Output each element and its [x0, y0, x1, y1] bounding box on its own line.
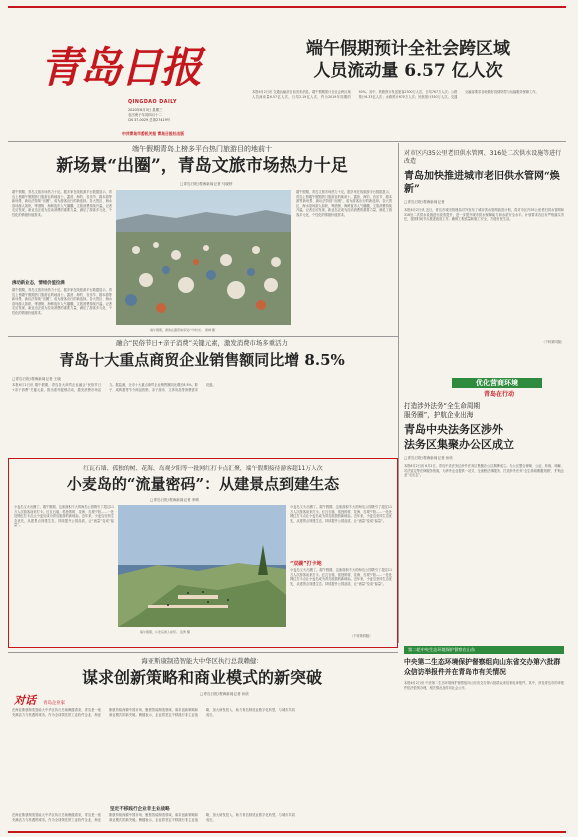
column-divider [398, 143, 399, 643]
meta-lunar: 农历庚子年闰四月十二 [128, 113, 162, 117]
right-item3-text: 本报6月2日讯 中央第二生态环境保护督察组向山东省交办第六批群众来信来电举报件。其中，涉及青岛市的举报件依法依规办理，相关情况及时向社会公开。 [404, 681, 564, 690]
feature1-body-right: 端午假期，青岛文旅市场热力十足。据多家在线旅游平台数据显示，青岛上榜端午假期热门旅游目的地前十。露营、海钓、音乐节、剧本游等新场景、新玩法持续“出圈”，成为游客出行的新选择。各大景区、海水浴场游人如织，啤酒街、海鲜夜市人气爆棚，文旅消费持续升温。记者走访发现，新业态正成为拉动消费的重要力量，满足了游客多元化、个性化的情绪价值需求。 [296, 190, 392, 217]
bottom-body-2: 在海亚斯康制造智能大中华区执行总裁赖健看来，青岛是一座充满活力与机遇的城市。作为全球领先的工业软件企业，海亚斯康持续深耕中国市场，聚焦智能制造领域，谋求创新策略和商业模式的新突破。赖健表示，企业将坚定不移践行非主业战略，加大研发投入，助力青岛制造业数字化转型，与城市共同成长。 [12, 813, 295, 822]
logo-roman: QINGDAO DAILY [128, 100, 178, 105]
feature3-body-right-2: 小麦岛又火出圈了。端午假期，这座面积不大的海岛公园吸引了超过11万人次游客前来打卡。红瓦石墙、孤独的树、花海、岛观夕阳……一处处网红打卡点让小麦岛成为青岛旅游的新地标。近年来，小麦岛坚持生态优先，从建景点到建生态，持续提升公园品质，让“流量”变成“留量”。 [290, 568, 392, 586]
column-logo-text: 对话 [14, 694, 36, 707]
right-item1 [404, 150, 564, 345]
feature2-title: 青岛十大重点商贸企业销售额同比增 8.5% [59, 351, 345, 369]
banner-sub: 青岛在行动 [483, 391, 514, 398]
bottom-rule [8, 831, 566, 833]
island-photo [118, 505, 286, 627]
column-logo [14, 689, 98, 705]
feature2-byline: □青岛日报/观海新闻记者 王晓 [12, 377, 61, 381]
right-item1-byline: □青岛日报/观海新闻记者 [404, 200, 445, 204]
masthead-divider [8, 141, 566, 142]
right-item2-line4: 法务区集聚办公区成立 [404, 438, 514, 451]
meta-weekday: 星期三 [152, 108, 163, 112]
feature2-body: 本报6月2日讯 端午假期，青岛各大商贸企业融合“民俗节日+亲子消费”关键元素，推出系列促销活动，激发消费市场活力。据监测，全市十大重点商贸企业销售额同比增长8.5%。粽子、咸鸭蛋等节令商品热销，亲子游乐、文体用品等消费需求旺盛。 [12, 383, 216, 392]
banner-main: 优化营商环境 [452, 378, 542, 388]
right-item2 [404, 402, 564, 614]
right-item2-byline: □青岛日报/观海新闻记者 孙欣 [404, 456, 453, 460]
feature1-subhead: 沸动新业态，情绪价值拉满 [12, 281, 65, 286]
feature3-footnote: （下转第四版） [350, 634, 373, 638]
feature2-kicker: 融合“民俗节日+亲子消费”关键元素，激发消费市场多重活力 [116, 339, 288, 347]
right-item2-text: 本报6月2日讯 6月2日，青岛中央法务区涉外法务区集聚办公区揭牌成立。办公区整合律师、公证、仲裁、调解、司法鉴定等法律服务资源，为涉外企业提供一站式、全流程法律服务，打造涉外法务“全生命周期服务圈”，护航企业“走出去”。 [404, 464, 564, 478]
logo [40, 38, 200, 98]
feature3-body-left: 小麦岛又火出圈了。端午假期，这座面积不大的海岛公园吸引了超过11万人次游客前来打卡。红瓦石墙、孤独的树、花海、岛观夕阳……一处处网红打卡点让小麦岛成为青岛旅游的新地标。近年来，小麦岛坚持生态优先，从建景点到建生态，持续提升公园品质，让“流量”变成“留量”。 [14, 505, 114, 528]
top-story [252, 10, 564, 140]
bottom-byline: □青岛日报/观海新闻记者 孙欣 [200, 692, 249, 696]
bottom-title: 谋求创新策略和商业模式的新突破 [81, 668, 322, 687]
meta-cn: CN 37-0029 [128, 118, 149, 122]
feature1-title: 新场景“出圈”，青岛文旅市场热力十足 [56, 156, 348, 176]
camping-photo [116, 190, 291, 325]
column-logo-sub: 青岛企业家 [43, 701, 66, 706]
feature3-photo [118, 505, 286, 627]
top-rule [8, 6, 566, 8]
bottom-body: 在海亚斯康制造智能大中华区执行总裁赖健看来，青岛是一座充满活力与机遇的城市。作为全球领先的工业软件企业，海亚斯康持续深耕中国市场，聚焦智能制造领域，谋求创新策略和商业模式的新突破。赖健表示，企业将坚定不移践行非主业战略，加大研发投入，助力青岛制造业数字化转型，与城市共同成长。 [12, 708, 295, 717]
meta-date: 2020年6月3日 [128, 108, 152, 112]
feature3-byline: □青岛日报/观海新闻记者 李晴 [150, 498, 199, 502]
right-item2-line1: 打造涉外法务“全生命周期 [404, 402, 480, 410]
business-banner [404, 378, 564, 398]
feature3-caption: 端午假期，小麦岛游人如织。 苗勇 摄 [140, 630, 190, 634]
right-item1-kicker: 对市区内35公里老旧供水管网、316处二次供水设施等进行改造 [404, 150, 562, 165]
right-item1-title: 青岛加快推进城市老旧供水管网“焕新” [404, 171, 560, 195]
feature3-body-right: 小麦岛又火出圈了。端午假期，这座面积不大的海岛公园吸引了超过11万人次游客前来打卡。红瓦石墙、孤独的树、花海、岛观夕阳……一处处网红打卡点让小麦岛成为青岛旅游的新地标。近年来，小麦岛坚持生态优先，从建景点到建生态，持续提升公园品质，让“流量”变成“留量”。 [290, 505, 392, 523]
top-story-title-1: 端午假期预计全社会跨区域 [306, 39, 510, 59]
right-item3-title: 中央第二生态环境保护督察组向山东省交办第六批群众信访举报件并在青岛市有关情况 [404, 658, 561, 676]
right-item3-sub: 第二轮中央生态环境保护督察在山东 [404, 646, 564, 654]
top-story-body: 本报6月2日讯 交通运输部日前发布消息，端午假期预计全社会跨区域人员流动量6.57亿人次，日均2.19亿人次，约为2019年同期的50%。其中，铁路预计发送旅客2300万人次，日均767万人次；公路预计6.33亿人次；水路预计670万人次；民航预计350万人次。交通运输部要求各地做好疫情防控与运输服务保障工作。 [252, 90, 539, 99]
right-item2-line2: 服务圈”，护航企业出海 [404, 411, 474, 419]
bottom-subhead: 坚定不移践行企业非主业战略 [110, 807, 170, 812]
masthead-host: 中共青岛市委机关报 青岛日报社出版 [121, 131, 185, 136]
right-item2-line3: 青岛中央法务区涉外 [404, 423, 503, 436]
feature1-body-left-2: 端午假期，青岛文旅市场热力十足。据多家在线旅游平台数据显示，青岛上榜端午假期热门旅游目的地前十。露营、海钓、音乐节、剧本游等新场景、新玩法持续“出圈”，成为游客出行的新选择。各大景区、海水浴场游人如织，啤酒街、海鲜夜市人气爆棚，文旅消费持续升温。记者走访发现，新业态正成为拉动消费的重要力量，满足了游客多元化、个性化的情绪价值需求。 [12, 288, 112, 315]
feature3-subhead: “双碳”打卡地 [290, 561, 322, 567]
feature3-kicker: 红瓦石墙、孤独的树、花海、岛观夕阳等一批网红打卡点汇聚，端午假期接待游客超11万人次 [83, 466, 323, 472]
bottom-divider [8, 652, 398, 653]
right-item1-footnote: （下转第四版） [541, 340, 564, 344]
right-item1-text: 本报6月2日讯 近日，青岛市城市管理局对外发布了城市供水管网改造计划，将对市区内35公里老旧供水管网和316处二次供水设施进行改造提升，进一步提升城市供水保障能力和水质安全水平。计划要求各区市严格落实责任，按照时间节点推进改造工作，确保工程质量和施工安全，方便市民生活。 [404, 208, 564, 222]
feature1-photo [116, 190, 291, 325]
masthead-meta [128, 108, 238, 123]
feature1-kicker: 端午假期青岛上榜多平台热门旅游目的地前十 [132, 145, 272, 153]
right-item3 [404, 646, 564, 811]
meta-no: 总第27419号 [149, 118, 171, 122]
feature1-body-left: 端午假期，青岛文旅市场热力十足。据多家在线旅游平台数据显示，青岛上榜端午假期热门旅游目的地前十。露营、海钓、音乐节、剧本游等新场景、新玩法持续“出圈”，成为游客出行的新选择。各大景区、海水浴场游人如织，啤酒街、海鲜夜市人气爆棚，文旅消费持续升温。记者走访发现，新业态正成为拉动消费的重要力量，满足了游客多元化、个性化的情绪价值需求。 [12, 190, 112, 217]
feature1-byline: □青岛日报/观海新闻记者 马晓婷 [180, 182, 233, 186]
feature2-divider [8, 336, 398, 337]
logo-text: 青岛日报 [40, 43, 201, 92]
top-story-title-2: 人员流动量 6.57 亿人次 [313, 61, 503, 81]
feature1-caption: 端午假期，游客在露营地享受户外时光。 梁城 摄 [150, 328, 215, 332]
bottom-kicker: 海亚斯康制造智能大中华区执行总裁赖健： [141, 657, 263, 665]
feature3-title: 小麦岛的“流量密码”：从建景点到建生态 [66, 475, 340, 493]
